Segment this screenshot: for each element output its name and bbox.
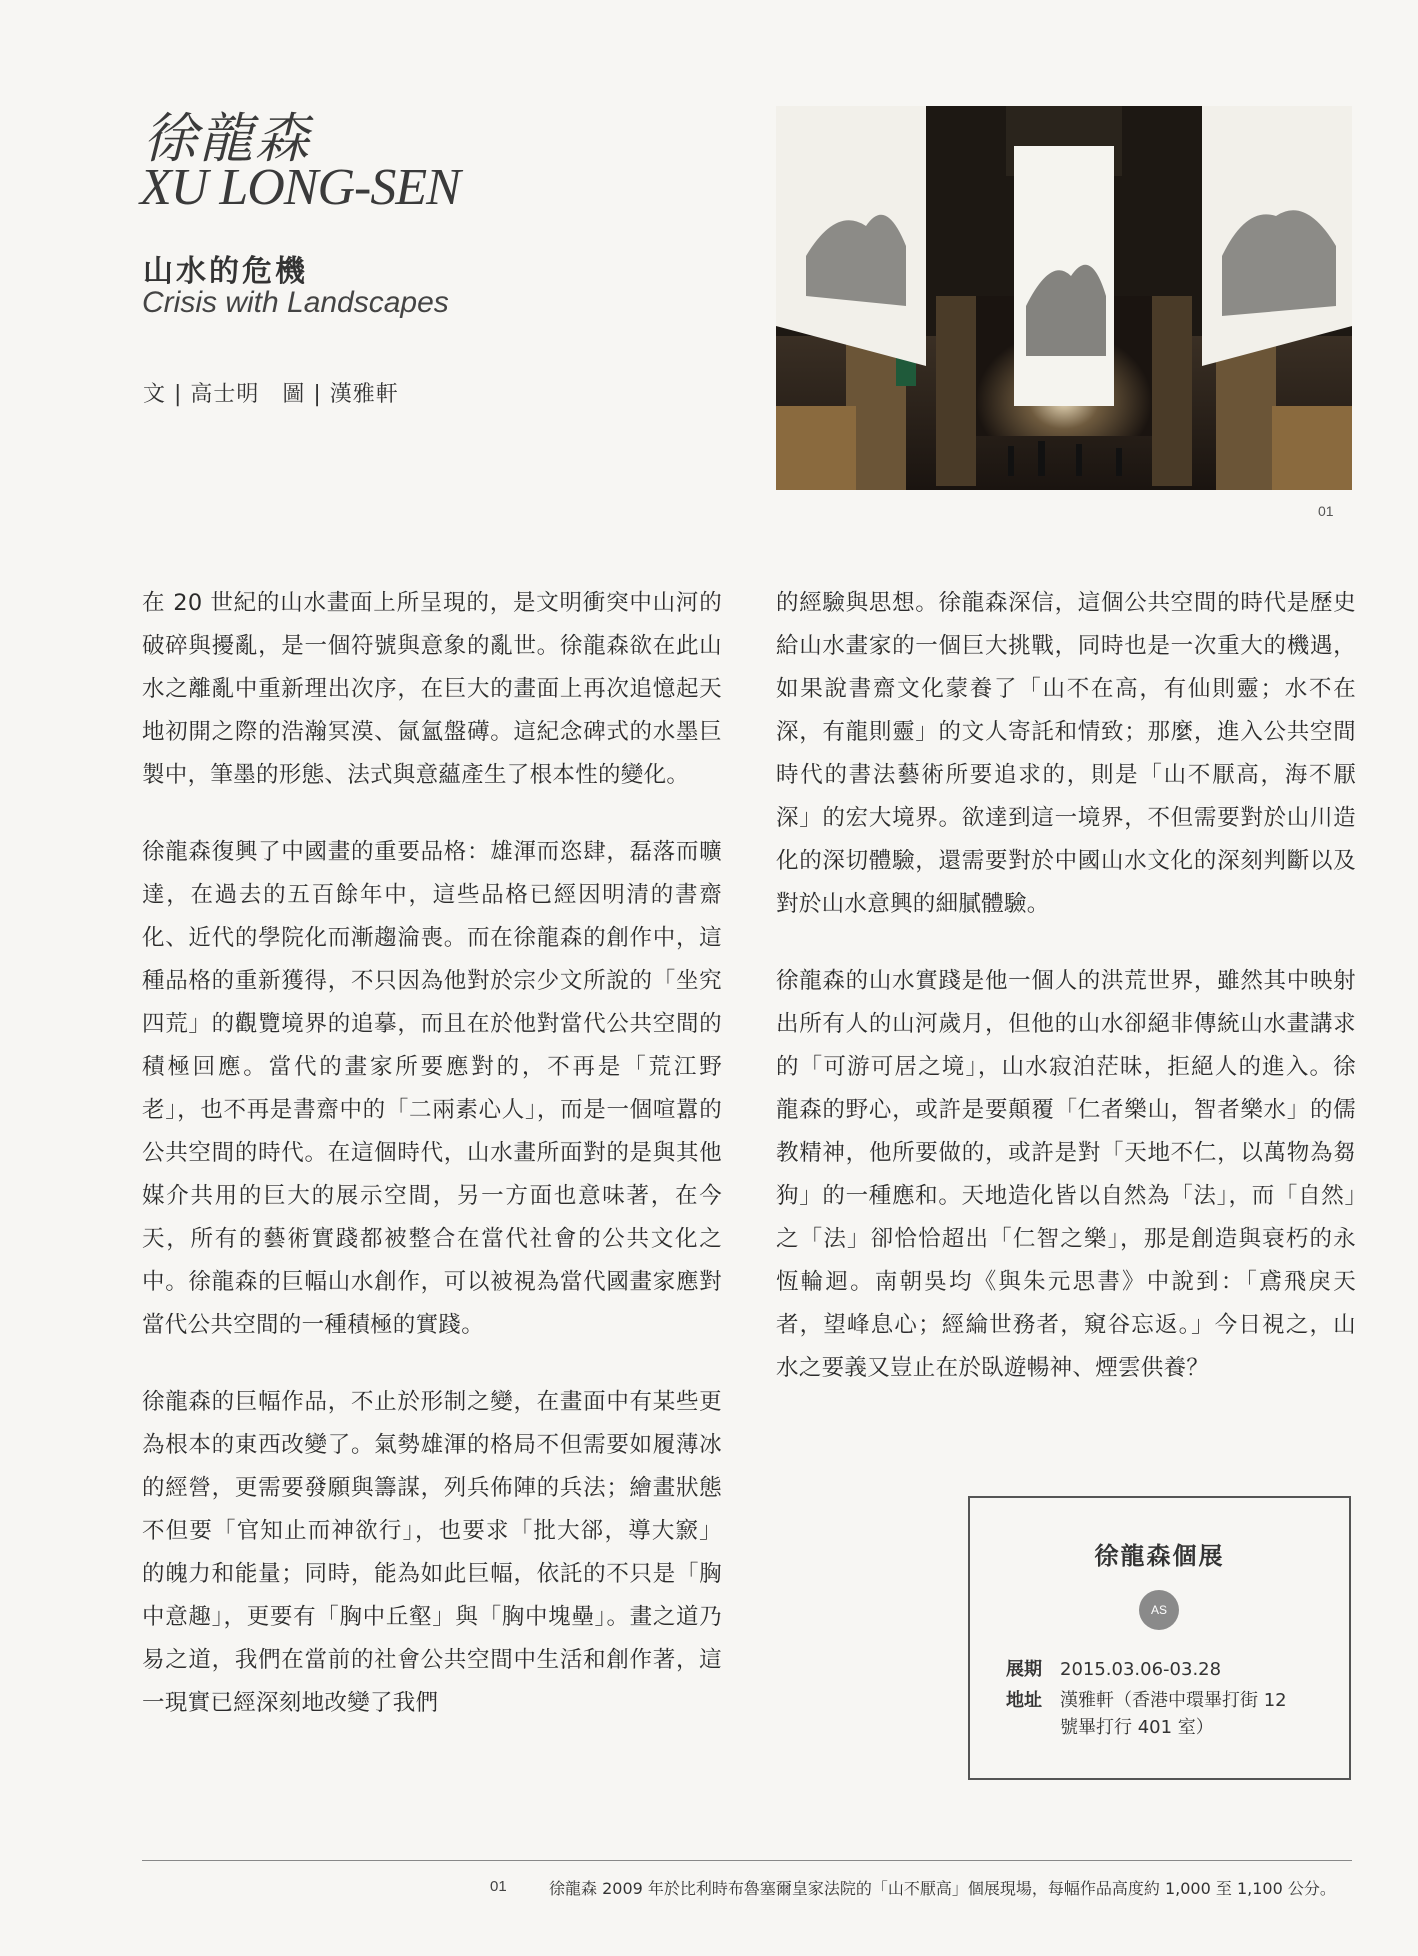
exhibition-photo bbox=[776, 106, 1352, 490]
date-label: 展期 bbox=[1006, 1659, 1042, 1680]
address-label: 地址 bbox=[1006, 1690, 1042, 1711]
footer-number: 01 bbox=[490, 1878, 507, 1895]
address-value: 漢雅軒（香港中環畢打街 12 號畢打行 401 室） bbox=[1060, 1690, 1287, 1738]
paragraph: 徐龍森的山水實踐是他一個人的洪荒世界，雖然其中映射出所有人的山河歲月，但他的山水卻絕非傳統山水畫講求的「可游可居之境」，山水寂泊茫昧，拒絕人的進入。徐龍森的野心，或許是要顛覆「仁者樂山，智者樂水」的儒教精神，他所要做的，或許是對「天地不仁，以萬物為芻狗」的一種應和。天地造化皆以自然為「法」，而「自然」之「法」卻恰恰超出「仁智之樂」，那是創造與衰朽的永恆輪迴。南朝吳均《與朱元思書》中說到：「鳶飛戾天者，望峰息心；經綸世務者，窺谷忘返。」今日視之，山水之要義又豈止在於臥遊暢神、煙雲供養？ bbox=[776, 968, 1356, 1381]
paragraph: 在 20 世紀的山水畫面上所呈現的，是文明衝突中山河的破碎與擾亂，是一個符號與意象的亂世。徐龍森欲在此山水之離亂中重新理出次序，在巨大的畫面上再次追憶起天地初開之際的浩瀚冥漠、氤氳盤礡。這紀念碑式的水墨巨製中，筆墨的形態、法式與意蘊產生了根本性的變化。 bbox=[142, 590, 722, 788]
paragraph: 徐龍森復興了中國畫的重要品格：雄渾而恣肆，磊落而曠達，在過去的五百餘年中，這些品格已經因明清的書齋化、近代的學院化而漸趨淪喪。而在徐龍森的創作中，這種品格的重新獲得，不只因為他對於宗少文所說的「坐究四荒」的觀覽境界的追摹，而且在於他對當代公共空間的積極回應。當代的畫家所要應對的，不再是「荒江野老」，也不再是書齋中的「二兩素心人」，而是一個喧囂的公共空間的時代。在這個時代，山水畫所面對的是與其他媒介共用的巨大的展示空間，另一方面也意味著，在今天，所有的藝術實踐都被整合在當代社會的公共文化之中。徐龍森的巨幅山水創作，可以被視為當代國畫家應對當代公共空間的一種積極的實踐。 bbox=[142, 839, 722, 1338]
infobox-title: 徐龍森個展 bbox=[1094, 1542, 1225, 1570]
title-en: XU LONG-SEN bbox=[140, 159, 460, 216]
footer-caption: 徐龍森 2009 年於比利時布魯塞爾皇家法院的「山不厭高」個展現場，每幅作品高度約 1,000 至 1,100 公分。 bbox=[549, 1879, 1336, 1898]
subtitle-en: Crisis with Landscapes bbox=[142, 286, 449, 319]
subtitle-zh: 山水的危機 bbox=[143, 254, 308, 289]
info-row-date bbox=[1006, 1656, 1306, 1684]
credit-line: 文 | 高士明 圖 | 漢雅軒 bbox=[143, 382, 399, 407]
paragraph: 的經驗與思想。徐龍森深信，這個公共空間的時代是歷史給山水畫家的一個巨大挑戰，同時也是一次重大的機遇，如果說書齋文化蒙養了「山不在高，有仙則靈；水不在深，有龍則靈」的文人寄託和情致；那麼，進入公共空間時代的書法藝術所要追求的，則是「山不厭高，海不厭深」的宏大境界。欲達到這一境界，不但需要對於山川造化的深切體驗，還需要對於中國山水文化的深刻判斷以及對於山水意興的細膩體驗。 bbox=[776, 590, 1356, 917]
footer-divider bbox=[142, 1860, 1352, 1861]
date-value: 2015.03.06-03.28 bbox=[1060, 1659, 1222, 1680]
info-row-address bbox=[1006, 1687, 1306, 1747]
body-column-right bbox=[776, 582, 1356, 1424]
paragraph: 徐龍森的巨幅作品，不止於形制之變，在畫面中有某些更為根本的東西改變了。氣勢雄渾的格局不但需要如履薄冰的經營，更需要發願與籌謀，列兵佈陣的兵法；繪畫狀態不但要「官知止而神欲行」，也要求「批大郤，導大窾」的魄力和能量；同時，能為如此巨幅，依託的不只是「胸中意趣」，更要有「胸中丘壑」與「胸中塊壘」。畫之道乃易之道，我們在當前的社會公共空間中生活和創作著，這一現實已經深刻地改變了我們 bbox=[142, 1389, 722, 1716]
photo-number: 01 bbox=[1318, 503, 1334, 519]
exhibition-infobox bbox=[968, 1496, 1351, 1780]
title-zh: 徐龍森 bbox=[143, 107, 311, 170]
gallery-logo-icon: AS bbox=[1139, 1590, 1179, 1630]
body-column-left bbox=[142, 582, 722, 1759]
